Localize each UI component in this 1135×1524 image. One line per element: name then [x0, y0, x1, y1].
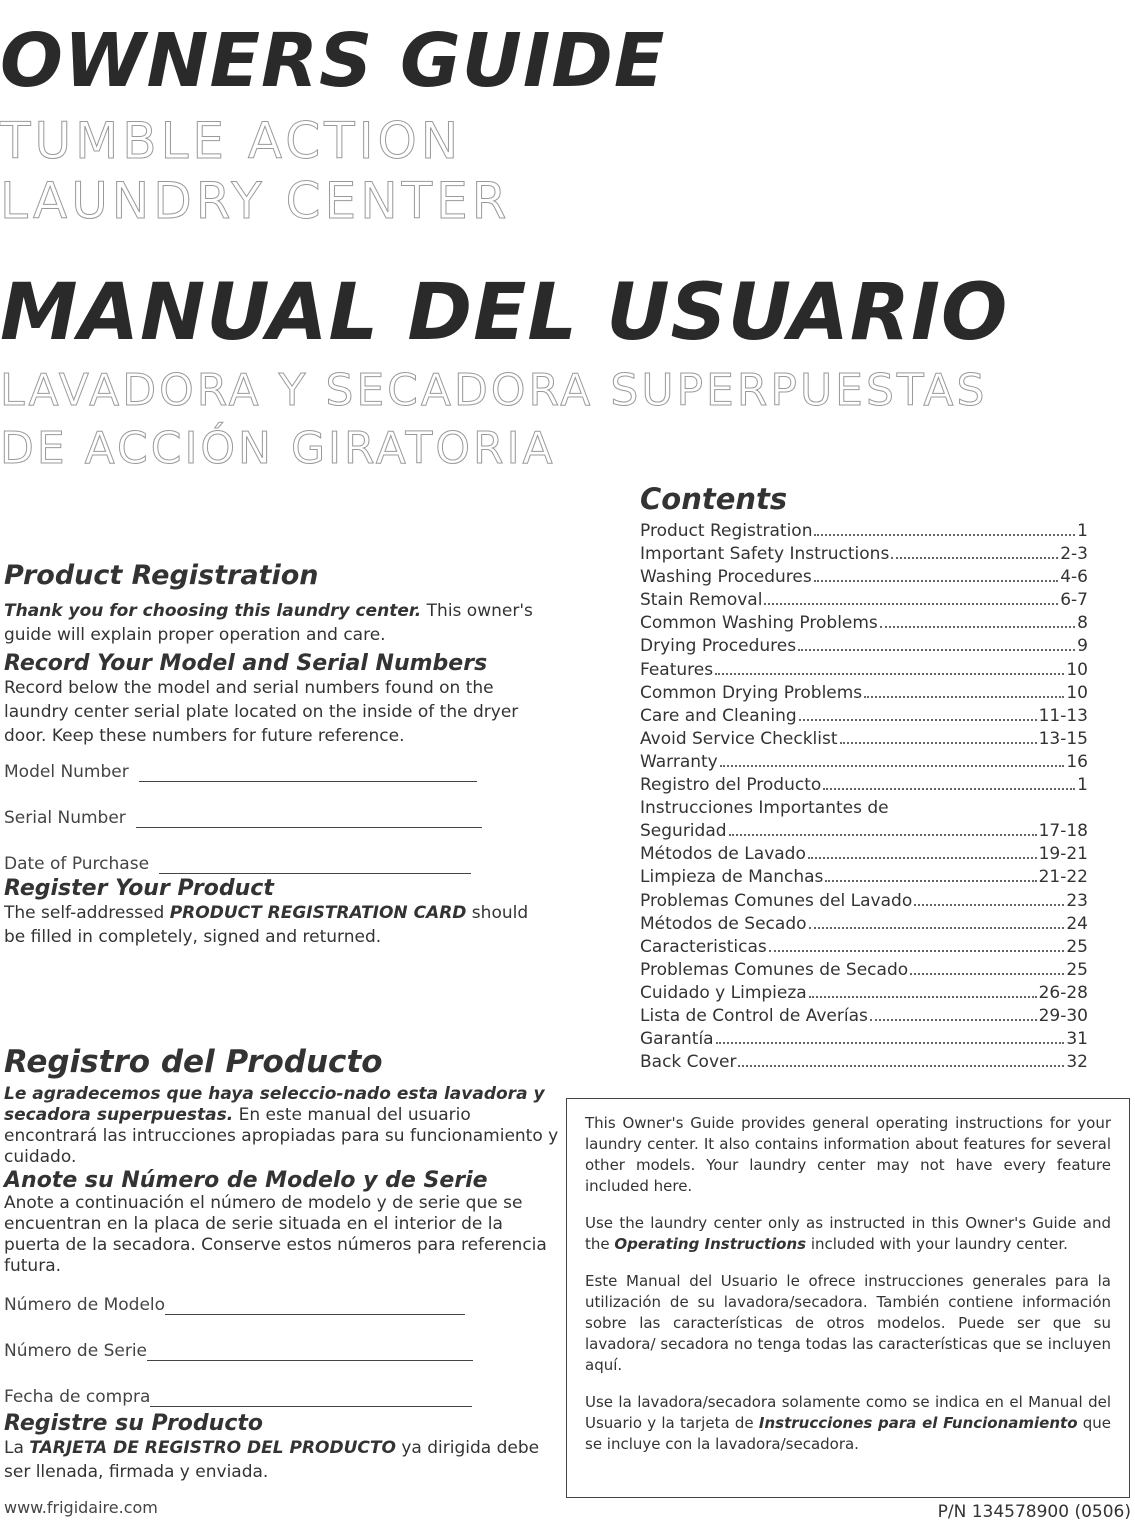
contents-item-leader [720, 764, 1065, 767]
contents-item-label: Problemas Comunes del Lavado [640, 890, 913, 911]
contents-item[interactable] [640, 589, 1088, 612]
model-number-field[interactable] [4, 762, 544, 782]
contents-item-leader [864, 695, 1064, 698]
contents-item[interactable] [640, 728, 1088, 751]
product-registration-intro-text: This owner's guide will explain proper operation and care. [4, 601, 533, 645]
fecha-compra-field[interactable] [4, 1387, 560, 1407]
registre-text [4, 1436, 560, 1484]
product-registration-intro [4, 599, 544, 647]
contents-item-label: Warranty [640, 751, 718, 772]
contents-item-leader [823, 787, 1075, 790]
contents-item-label: Care and Cleaning [640, 705, 797, 726]
contents-item-page: 16 [1066, 751, 1088, 772]
contents-item[interactable] [640, 982, 1088, 1005]
contents-item-leader [715, 672, 1064, 675]
registre-post: ya dirigida debe ser llenada, firmada y enviada. [4, 1438, 540, 1482]
contents-item-label: Problemas Comunes de Secado [640, 959, 909, 980]
contents-item-label: Métodos de Lavado [640, 844, 806, 865]
contents-item-leader [764, 602, 1058, 605]
notice-p1: This Owner's Guide provides general operating instructions for your laundry center. It also contains information about features for several other models. Your laundry center may not have every feature included here. [585, 1114, 1111, 1195]
contents-item-page: 13-15 [1038, 728, 1088, 749]
contents-item-page: 31 [1066, 1029, 1088, 1050]
contents-item-label: Drying Procedures [640, 636, 797, 657]
contents-item-label: Features [640, 659, 714, 680]
contents-item[interactable] [640, 797, 1088, 820]
numero-modelo-label: Número de Modelo [4, 1295, 166, 1315]
contents-item-page: 23 [1066, 890, 1088, 911]
contents-item[interactable] [640, 890, 1088, 913]
contents-item-label: Washing Procedures [640, 567, 812, 588]
contents-section [640, 482, 1088, 1074]
contents-item[interactable] [640, 682, 1088, 705]
serial-number-label: Serial Number [4, 808, 126, 828]
contents-item-page: 25 [1066, 959, 1088, 980]
notice-p4-bold: Instrucciones para el Funcionamiento [758, 1414, 1078, 1432]
model-number-label: Model Number [4, 762, 129, 782]
notice-p4 [585, 1392, 1111, 1455]
contents-item-leader [729, 833, 1037, 836]
contents-item-page: 10 [1066, 682, 1088, 703]
contents-item[interactable] [640, 612, 1088, 635]
contents-item-label: Lista de Control de Averías [640, 1005, 868, 1026]
contents-item[interactable] [640, 705, 1088, 728]
contents-item[interactable] [640, 843, 1088, 866]
contents-item-label: Garantía [640, 1029, 714, 1050]
contents-item-label: Avoid Service Checklist [640, 728, 838, 749]
contents-item-label: Common Washing Problems [640, 613, 878, 634]
contents-item-page: 32 [1066, 1052, 1088, 1073]
contents-item-label: Important Safety Instructions [640, 544, 890, 565]
notice-p2 [585, 1213, 1111, 1255]
contents-list [640, 520, 1088, 1074]
contents-item-page: 11-13 [1038, 705, 1088, 726]
part-number: P/N 134578900 (0506) [937, 1502, 1131, 1522]
contents-item-label: Back Cover [640, 1052, 737, 1073]
fecha-compra-line[interactable] [150, 1405, 472, 1407]
registro-intro [4, 1084, 560, 1168]
contents-item-page: 1 [1077, 775, 1088, 796]
contents-item[interactable] [640, 751, 1088, 774]
contents-item[interactable] [640, 659, 1088, 682]
serial-number-field[interactable] [4, 808, 544, 828]
registration-card-name: PRODUCT REGISTRATION CARD [169, 903, 467, 923]
product-registration-heading: Product Registration [4, 560, 319, 591]
contents-item-leader [769, 949, 1065, 952]
registro-section [4, 1044, 560, 1484]
notice-p2-bold: Operating Instructions [614, 1235, 807, 1253]
contents-item-page: 24 [1066, 913, 1088, 934]
registro-lead: Le agradecemos que haya seleccio-nado esta lavadora y secadora superpuestas. [4, 1084, 545, 1125]
subtitle-en-line1: TUMBLE ACTION [0, 112, 463, 170]
contents-item-leader [809, 995, 1037, 998]
contents-item[interactable] [640, 520, 1088, 543]
subtitle-en-line2: LAUNDRY CENTER [0, 172, 511, 230]
tarjeta-name: TARJETA DE REGISTRO DEL PRODUCTO [29, 1438, 396, 1458]
contents-item-page: 4-6 [1060, 567, 1088, 588]
date-of-purchase-field[interactable] [4, 854, 544, 874]
contents-item-label: Limpieza de Manchas [640, 867, 824, 888]
contents-item-page: 6-7 [1060, 590, 1088, 611]
contents-item-label: Cuidado y Limpieza [640, 982, 807, 1003]
notice-p2-post: included with your laundry center. [806, 1235, 1068, 1253]
contents-item-leader [738, 1064, 1064, 1067]
contents-item[interactable] [640, 936, 1088, 959]
numero-modelo-line[interactable] [165, 1313, 465, 1315]
anote-text: Anote a continuación el número de modelo y de serie que se encuentran en la placa de serie situada en el interior de la puerta de la secadora. Conserve estos números para referencia futura. [4, 1193, 547, 1276]
subtitle-es-line2: DE ACCIÓN GIRATORIA [0, 423, 556, 474]
contents-item[interactable] [640, 820, 1088, 843]
contents-item-page: 2-3 [1060, 544, 1088, 565]
contents-item[interactable] [640, 959, 1088, 982]
register-post: should be filled in completely, signed and returned. [4, 903, 529, 947]
contents-item-leader [809, 926, 1065, 929]
contents-item-leader [914, 903, 1064, 906]
register-pre: The self-addressed [4, 903, 170, 923]
website-link[interactable]: www.frigidaire.com [4, 1498, 158, 1517]
contents-item-label: Instrucciones Importantes de [640, 798, 889, 819]
contents-item-leader [808, 856, 1037, 859]
serial-number-line[interactable] [136, 826, 482, 828]
anote-heading: Anote su Número de Modelo y de Serie [4, 1168, 488, 1193]
numero-serie-line[interactable] [147, 1359, 473, 1361]
numero-serie-field[interactable] [4, 1341, 560, 1361]
contents-item-leader [814, 533, 1075, 536]
product-registration-lead: Thank you for choosing this laundry center. [4, 601, 422, 621]
contents-item[interactable] [640, 1051, 1088, 1074]
register-product-heading: Register Your Product [4, 876, 274, 901]
title-en: OWNERS GUIDE [0, 18, 666, 104]
contents-item-page: 29-30 [1038, 1005, 1088, 1026]
contents-item-leader [880, 625, 1075, 628]
contents-item-leader [798, 648, 1075, 651]
fecha-compra-label: Fecha de compra [4, 1387, 151, 1407]
contents-item[interactable] [640, 913, 1088, 936]
notice-p3: Este Manual del Usuario le ofrece instrucciones generales para la utilización de su lavadora/secadora. También contiene información sobre las características de otros modelos. Puede ser que su lavadora/ secadora no tenga todas las características que se incluyen aquí. [585, 1272, 1111, 1374]
contents-item-page: 21-22 [1038, 867, 1088, 888]
contents-item-page: 10 [1066, 659, 1088, 680]
contents-item-label: Registro del Producto [640, 775, 822, 796]
numero-serie-label: Número de Serie [4, 1341, 148, 1361]
contents-item-leader [870, 1018, 1037, 1021]
contents-item-label: Common Drying Problems [640, 682, 863, 703]
numero-modelo-field[interactable] [4, 1295, 560, 1315]
notice-box [566, 1098, 1130, 1498]
contents-item-leader [814, 579, 1058, 582]
contents-item-page: 26-28 [1038, 982, 1088, 1003]
contents-item-label: Métodos de Secado [640, 913, 807, 934]
notice-p4-pre: Use la lavadora/secadora solamente como se indica en el Manual del Usuario y la tarjeta de [585, 1393, 1111, 1432]
contents-item-page: 1 [1077, 521, 1088, 541]
contents-item[interactable] [640, 543, 1088, 566]
contents-item[interactable] [640, 866, 1088, 889]
contents-item-label: Caracteristicas [640, 936, 767, 957]
title-es: MANUAL DEL USUARIO [0, 268, 1009, 358]
contents-item-page: 17-18 [1038, 821, 1088, 842]
contents-item-page: 19-21 [1038, 844, 1088, 865]
contents-heading: Contents [640, 482, 788, 516]
registre-heading: Registre su Producto [4, 1411, 264, 1436]
contents-item-leader [799, 718, 1037, 721]
registro-intro-text: En este manual del usuario encontrará las intrucciones apropiadas para su funcionamiento y cuidado. [4, 1105, 559, 1167]
contents-item-page: 25 [1066, 936, 1088, 957]
contents-item-leader [825, 879, 1036, 882]
contents-item-leader [891, 556, 1058, 559]
registre-pre: La [4, 1438, 30, 1458]
product-registration-section [4, 560, 544, 949]
contents-item-leader [910, 972, 1064, 975]
contents-item-label: Product Registration [640, 521, 813, 541]
contents-item-leader [716, 1041, 1065, 1044]
contents-item-label: Stain Removal [640, 590, 763, 611]
notice-p2-pre: Use the laundry center only as instructed in this Owner's Guide and the [585, 1214, 1111, 1253]
date-of-purchase-label: Date of Purchase [4, 854, 150, 874]
date-of-purchase-line[interactable] [159, 872, 471, 874]
register-product-text [4, 901, 534, 949]
record-numbers-text: Record below the model and serial numbers found on the laundry center serial plate located on the inside of the dryer door. Keep these numbers for future reference. [4, 678, 519, 746]
contents-item-page: 9 [1077, 636, 1088, 657]
contents-item[interactable] [640, 1028, 1088, 1051]
contents-item[interactable] [640, 635, 1088, 658]
contents-item[interactable] [640, 566, 1088, 589]
contents-item-page: 8 [1077, 613, 1088, 634]
contents-item[interactable] [640, 1005, 1088, 1028]
record-numbers-heading: Record Your Model and Serial Numbers [4, 651, 488, 676]
contents-item-label: Seguridad [640, 821, 727, 842]
contents-item-leader [840, 741, 1037, 744]
contents-item[interactable] [640, 774, 1088, 797]
model-number-line[interactable] [139, 780, 477, 782]
notice-p4-post: que se incluye con la lavadora/secadora. [585, 1414, 1112, 1453]
registro-heading: Registro del Producto [4, 1044, 383, 1080]
subtitle-es-line1: LAVADORA Y SECADORA SUPERPUESTAS [0, 365, 988, 416]
